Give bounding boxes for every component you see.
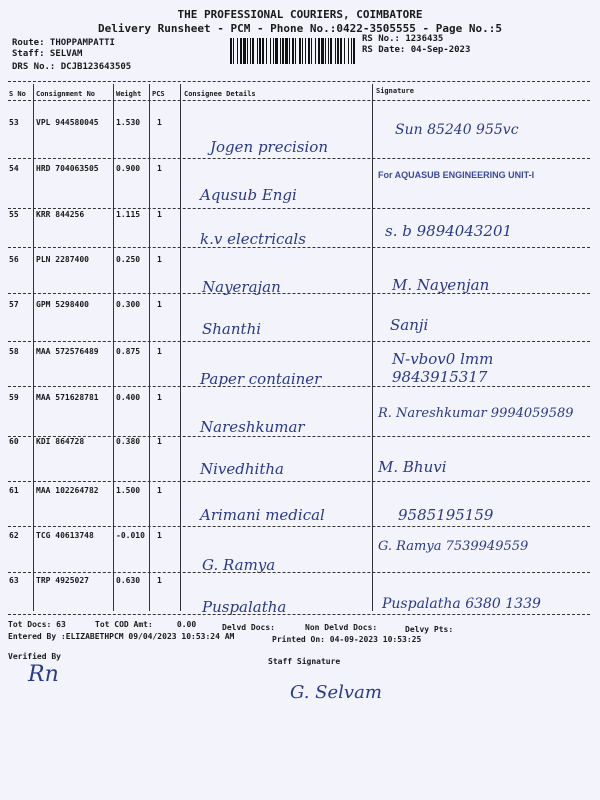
- row-consignment: MAA 571628781: [36, 393, 99, 402]
- barcode-bar: [337, 38, 339, 64]
- row-sno: 63: [9, 576, 19, 585]
- row-consignee-handwriting: k.v electricals: [200, 230, 306, 248]
- row-divider: [8, 481, 590, 482]
- barcode-bar: [299, 38, 301, 64]
- barcode-bar: [351, 38, 352, 64]
- row-sno: 59: [9, 393, 19, 402]
- verified-signature: Rn: [28, 662, 59, 687]
- row-signature-handwriting: s. b 9894043201: [385, 222, 513, 240]
- row-divider: [8, 247, 590, 248]
- col-header-sno: S No: [9, 90, 26, 98]
- row-consignment: TRP 4925027: [36, 576, 89, 585]
- row-weight: 1.500: [116, 486, 141, 495]
- row-pcs: 1: [157, 118, 162, 127]
- row-consignment: GPM 5298400: [36, 300, 89, 309]
- row-sno: 60: [9, 437, 19, 446]
- barcode-bar: [305, 38, 306, 64]
- barcode-bar: [259, 38, 261, 64]
- barcode-bar: [252, 38, 254, 64]
- row-signature-handwriting: G. Ramya 7539949559: [378, 539, 529, 554]
- row-consignee-handwriting: Nareshkumar: [200, 418, 305, 436]
- row-consignment: KRR 844256: [36, 210, 85, 219]
- row-weight: 1.530: [116, 118, 141, 127]
- row-consignee-handwriting: Nivedhitha: [200, 460, 284, 478]
- total-cod-amount: Tot COD Amt: 0.00: [95, 620, 197, 629]
- row-pcs: 1: [157, 210, 162, 219]
- barcode-bar: [330, 38, 332, 64]
- row-consignee-handwriting: Arimani medical: [200, 506, 325, 524]
- row-pcs: 1: [157, 576, 162, 585]
- row-divider: [8, 208, 590, 209]
- company-title: THE PROFESSIONAL COURIERS, COIMBATORE: [177, 8, 423, 21]
- delivered-docs: Delvd Docs:: [222, 623, 275, 632]
- column-divider: [149, 84, 150, 611]
- row-sno: 62: [9, 531, 19, 540]
- row-consignment: KDI 864728: [36, 437, 85, 446]
- row-signature-handwriting: Sanji: [390, 316, 429, 334]
- row-consignee-handwriting: G. Ramya: [202, 556, 276, 574]
- row-consignee-handwriting: Jogen precision: [210, 138, 328, 156]
- row-divider: [8, 293, 590, 294]
- row-divider: [8, 158, 590, 159]
- row-consignment: MAA 572576489: [36, 347, 99, 356]
- route-label: Route: THOPPAMPATTI: [12, 38, 115, 48]
- barcode-bar: [270, 38, 271, 64]
- row-weight: 0.380: [116, 437, 141, 446]
- staff-label: Staff: SELVAM: [12, 49, 83, 59]
- row-weight: 1.115: [116, 210, 141, 219]
- barcode-bar: [335, 38, 336, 64]
- column-divider: [372, 84, 373, 611]
- barcode-icon: [230, 38, 355, 64]
- barcode-bar: [285, 38, 288, 64]
- row-signature-handwriting: Sun 85240 955vc: [395, 122, 519, 138]
- barcode-bar: [250, 38, 251, 64]
- row-weight: 0.875: [116, 347, 141, 356]
- row-signature-handwriting: N-vbov0 lmm 9843915317: [392, 350, 494, 386]
- verified-by-label: Verified By: [8, 652, 61, 661]
- barcode-bar: [353, 38, 355, 64]
- barcode-bar: [257, 38, 258, 64]
- barcode-bar: [325, 38, 326, 64]
- row-divider: [8, 341, 590, 342]
- row-sno: 56: [9, 255, 19, 264]
- row-sno: 54: [9, 164, 19, 173]
- row-pcs: 1: [157, 347, 162, 356]
- col-header-weight: Weight: [116, 90, 142, 98]
- row-pcs: 1: [157, 255, 162, 264]
- row-sno: 61: [9, 486, 19, 495]
- row-weight: 0.400: [116, 393, 141, 402]
- barcode-bar: [275, 38, 278, 64]
- runsheet-subtitle: Delivery Runsheet - PCM - Phone No.:0422-3505555 - Page No.:5: [98, 22, 502, 35]
- col-header-consignee: Consignee Details: [184, 90, 256, 98]
- row-sno: 57: [9, 300, 19, 309]
- drs-number: DRS No.: DCJB123643505: [12, 62, 132, 72]
- row-pcs: 1: [157, 393, 162, 402]
- barcode-bar: [295, 38, 296, 64]
- non-delivered-docs: Non Delvd Docs:: [305, 623, 378, 632]
- column-divider: [113, 84, 114, 611]
- column-divider: [180, 84, 181, 611]
- barcode-bar: [348, 38, 349, 64]
- row-pcs: 1: [157, 300, 162, 309]
- total-docs: Tot Docs: 63: [8, 620, 66, 629]
- barcode-bar: [340, 38, 342, 64]
- rs-number: RS No.: 1236435: [362, 34, 444, 44]
- barcode-bar: [273, 38, 274, 64]
- barcode-bar: [247, 38, 248, 64]
- company-stamp: For AQUASUB ENGINEERING UNIT-I: [378, 170, 535, 180]
- barcode-bar: [328, 38, 329, 64]
- row-weight: 0.300: [116, 300, 141, 309]
- barcode-bar: [262, 38, 264, 64]
- barcode-bar: [240, 38, 242, 64]
- row-signature-handwriting: Puspalatha 6380 1339: [382, 596, 541, 612]
- row-consignee-handwriting: Puspalatha: [202, 598, 287, 616]
- row-sno: 55: [9, 210, 19, 219]
- row-consignee-handwriting: Paper container: [200, 370, 322, 388]
- col-header-consignment: Consignment No: [36, 90, 96, 98]
- col-header-signature: Signature: [376, 87, 414, 95]
- barcode-bar: [266, 38, 267, 64]
- row-divider: [8, 526, 590, 527]
- row-signature-handwriting: R. Nareshkumar 9994059589: [378, 406, 574, 421]
- row-divider: [8, 436, 590, 437]
- row-consignment: PLN 2287400: [36, 255, 89, 264]
- barcode-bar: [282, 38, 284, 64]
- row-weight: -0.010: [116, 531, 145, 540]
- row-consignment: VPL 944580045: [36, 118, 99, 127]
- row-signature-handwriting: 9585195159: [398, 506, 494, 524]
- barcode-bar: [311, 38, 312, 64]
- row-consignment: TCG 40613748: [36, 531, 94, 540]
- barcode-bar: [344, 38, 345, 64]
- row-consignee-handwriting: Nayerajan: [202, 278, 281, 296]
- row-divider: [8, 386, 590, 387]
- row-sno: 58: [9, 347, 19, 356]
- row-weight: 0.900: [116, 164, 141, 173]
- barcode-bar: [280, 38, 281, 64]
- barcode-bar: [321, 38, 324, 64]
- row-weight: 0.630: [116, 576, 141, 585]
- barcode-bar: [243, 38, 246, 64]
- staff-signature-label: Staff Signature: [268, 657, 341, 666]
- col-header-pcs: PCS: [152, 90, 165, 98]
- divider: [8, 100, 590, 101]
- barcode-bar: [308, 38, 310, 64]
- row-divider: [8, 572, 590, 573]
- barcode-bar: [233, 38, 234, 64]
- row-pcs: 1: [157, 437, 162, 446]
- column-divider: [33, 84, 34, 611]
- row-divider: [8, 614, 590, 615]
- row-weight: 0.250: [116, 255, 141, 264]
- row-signature-handwriting: M. Bhuvi: [378, 458, 447, 476]
- barcode-bar: [230, 38, 232, 64]
- row-pcs: 1: [157, 486, 162, 495]
- row-sno: 53: [9, 118, 19, 127]
- staff-signature: G. Selvam: [290, 682, 382, 703]
- printed-on: Printed On: 04-09-2023 10:53:25: [272, 635, 422, 644]
- barcode-bar: [292, 38, 294, 64]
- barcode-bar: [237, 38, 238, 64]
- barcode-bar: [315, 38, 316, 64]
- barcode-bar: [318, 38, 320, 64]
- row-pcs: 1: [157, 531, 162, 540]
- row-consignee-handwriting: Aqusub Engi: [200, 186, 297, 204]
- rs-date: RS Date: 04-Sep-2023: [362, 45, 471, 55]
- row-pcs: 1: [157, 164, 162, 173]
- divider: [8, 81, 590, 82]
- row-consignment: HRD 704063505: [36, 164, 99, 173]
- row-consignment: MAA 102264782: [36, 486, 99, 495]
- delivery-points: Delvy Pts:: [405, 625, 454, 634]
- barcode-bar: [302, 38, 303, 64]
- row-consignee-handwriting: Shanthi: [202, 320, 262, 338]
- row-signature-handwriting: M. Nayenjan: [392, 276, 490, 294]
- barcode-bar: [289, 38, 290, 64]
- entered-by: Entered By :ELIZABETHPCM 09/04/2023 10:53:24 AM: [8, 632, 235, 641]
